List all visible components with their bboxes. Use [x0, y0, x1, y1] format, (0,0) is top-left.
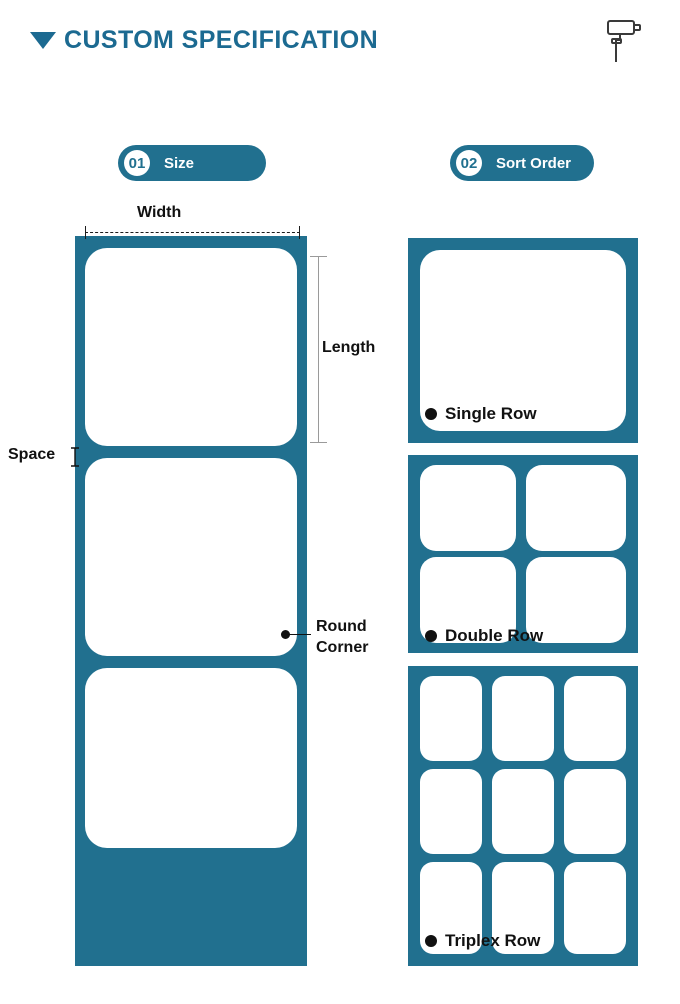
triangle-down-icon: [30, 32, 56, 49]
bullet-dot-icon: [425, 408, 437, 420]
paint-roller-icon: [600, 18, 644, 64]
label-cell: [492, 676, 554, 761]
size-diagram-strip: [75, 236, 307, 966]
sort-option-double-row: [408, 455, 638, 653]
space-callout-label: Space: [8, 446, 56, 463]
length-tick-bottom: [310, 442, 327, 443]
space-bracket-icon: [70, 447, 80, 467]
round-corner-callout-label: [316, 616, 368, 658]
section-number: 02: [456, 150, 482, 176]
label-cell: [420, 676, 482, 761]
length-dimension-line: [318, 256, 320, 442]
label-cell: [420, 465, 516, 551]
width-callout-label: Width: [137, 204, 182, 221]
sort-option-text: Double Row: [445, 626, 544, 645]
label-card: [85, 248, 297, 446]
section-pill-size: [118, 145, 266, 181]
round-corner-leader-line: [289, 634, 311, 635]
section-label: Size: [164, 154, 195, 172]
label-cell: [564, 676, 626, 761]
label-card: [85, 668, 297, 848]
width-tick-right: [299, 226, 300, 239]
length-tick-top: [310, 256, 327, 257]
sort-option-text: Single Row: [445, 404, 537, 423]
bullet-dot-icon: [425, 630, 437, 642]
bullet-dot-icon: [425, 935, 437, 947]
label-cell: [420, 769, 482, 854]
sort-option-label-triplex: [425, 931, 540, 951]
label-cell: [564, 862, 626, 954]
round-corner-line-1: Round: [316, 618, 367, 635]
label-cell: [564, 769, 626, 854]
sort-option-label-double: [425, 626, 543, 646]
label-cell: [526, 465, 626, 551]
page-title: CUSTOM SPECIFICATION: [64, 26, 379, 54]
sort-option-text: Triplex Row: [445, 931, 541, 950]
label-cell: [492, 769, 554, 854]
round-corner-line-2: Corner: [316, 639, 369, 656]
length-callout-label: Length: [322, 339, 376, 356]
sort-option-triplex-row: [408, 666, 638, 966]
page-header: [0, 0, 680, 78]
section-number: 01: [124, 150, 150, 176]
section-label: Sort Order: [496, 154, 572, 172]
sort-option-label-single: [425, 404, 537, 424]
section-pill-sort-order: [450, 145, 594, 181]
width-dimension-line: [85, 232, 300, 234]
label-card: [85, 458, 297, 656]
width-tick-left: [85, 226, 86, 239]
